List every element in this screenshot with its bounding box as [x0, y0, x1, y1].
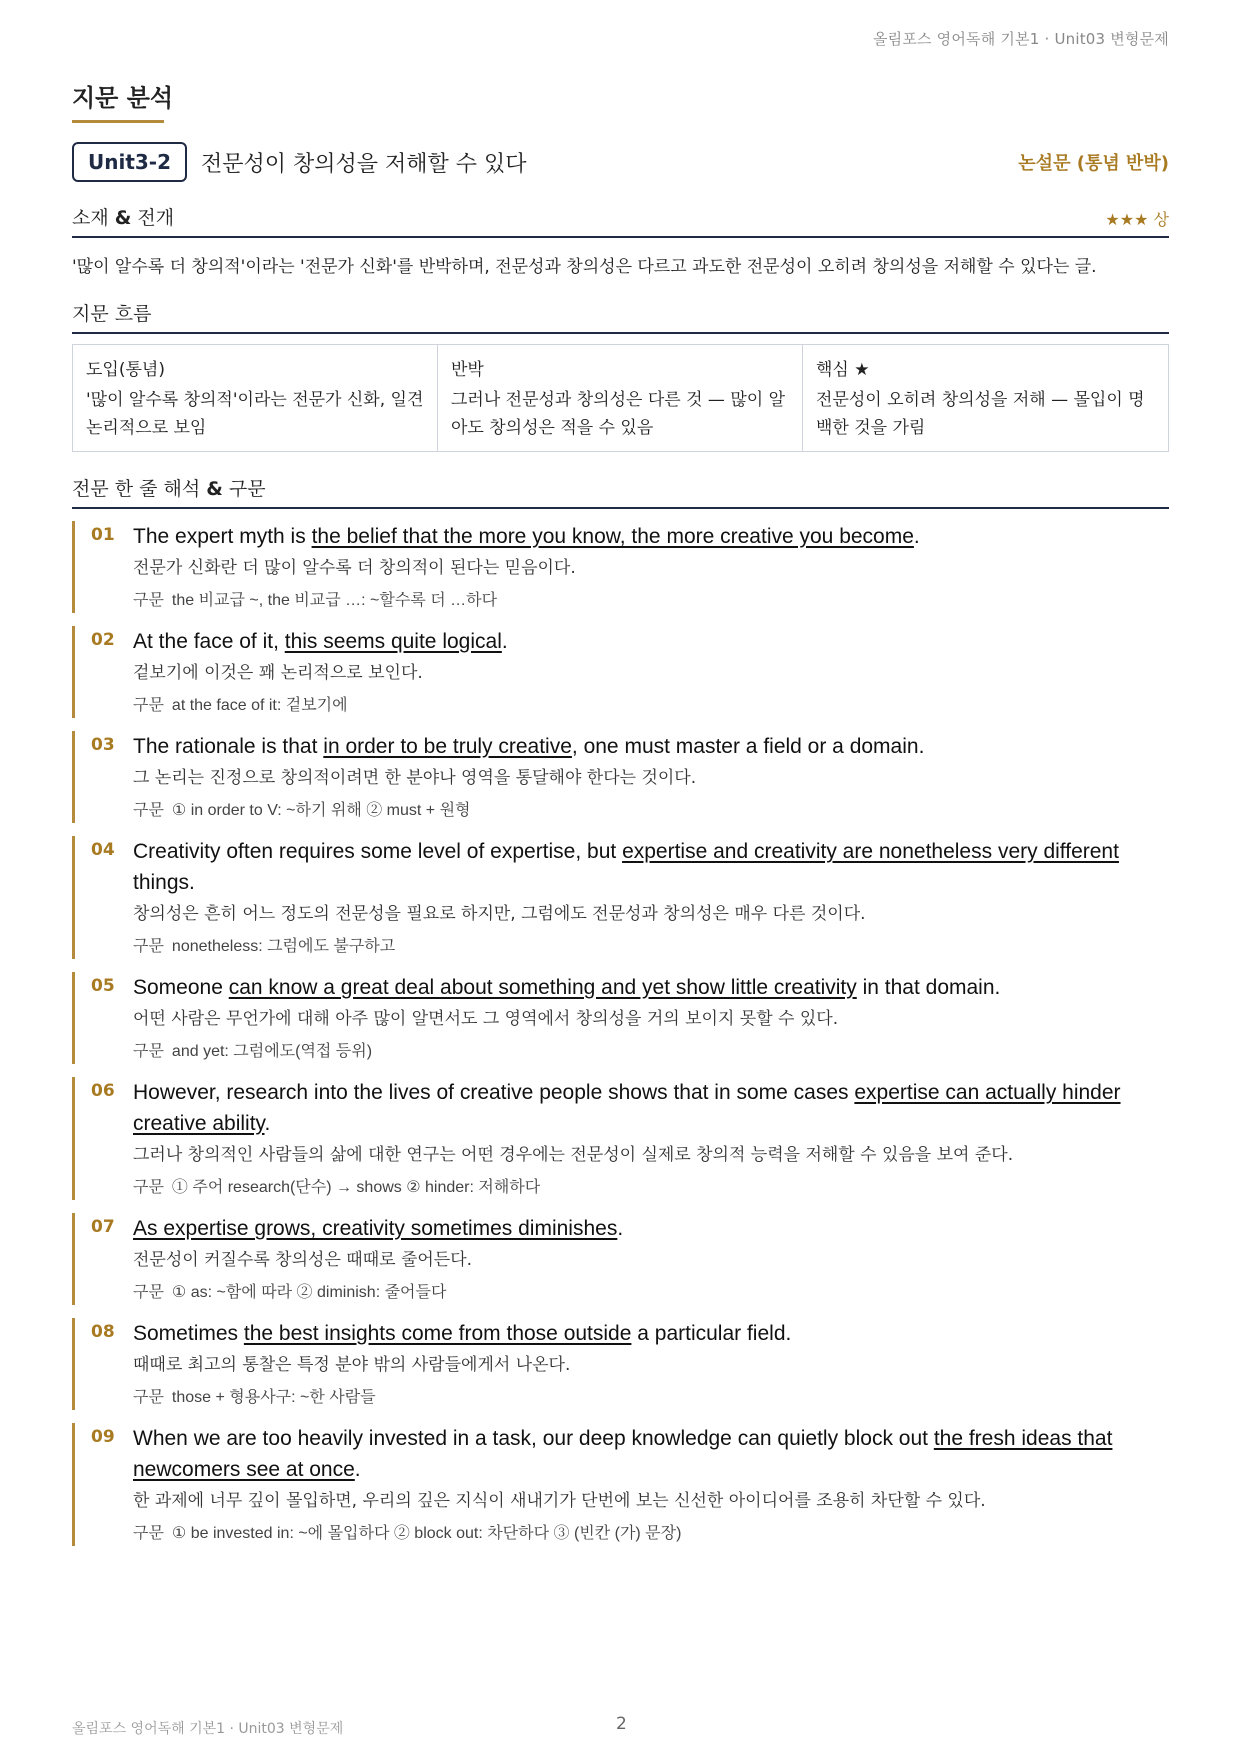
grammar-label: 구문 [133, 800, 164, 819]
topic-summary: '많이 알수록 더 창의적'이라는 '전문가 신화'를 반박하며, 전문성과 창의성은 다르고 과도한 전문성이 오히려 창의성을 저해할 수 있다는 글. [72, 257, 1097, 277]
sentence-korean: 그 논리는 진정으로 창의적이려면 한 분야나 영역을 통달해야 한다는 것이다. [133, 768, 697, 788]
sentence-item [72, 626, 1169, 718]
sentence-body [133, 731, 1169, 823]
sentence-korean: 한 과제에 너무 깊이 몰입하면, 우리의 깊은 지식이 새내기가 단번에 보는 신선한 아이디어를 조용히 차단할 수 있다. [133, 1491, 986, 1511]
sentence-grammar [133, 1174, 1169, 1200]
sentence-body [133, 1318, 1169, 1410]
analysis-heading-amp: & [206, 478, 223, 500]
sentence-number: 08 [91, 1322, 115, 1342]
sentence-item [72, 836, 1169, 959]
genre-label: 논설문 (통념 반박) [1018, 153, 1169, 174]
difficulty-rating: ★★★ 상 [1105, 210, 1169, 229]
sentence-number: 03 [91, 735, 115, 755]
sentence-english-post: . [913, 525, 920, 548]
sentence-grammar [133, 797, 1169, 823]
grammar-label: 구문 [133, 695, 164, 714]
sentence-english-underlined: the belief that the more you know, the more creative you become [311, 525, 914, 548]
sentence-english [133, 1077, 1169, 1139]
sentence-english-underlined: As expertise grows, creativity sometimes diminishes [133, 1217, 618, 1240]
sentence-body [133, 1213, 1169, 1305]
page-content [72, 78, 1169, 1559]
section-title: 지문 분석 [72, 78, 173, 123]
sentence-korean: 겉보기에 이것은 꽤 논리적으로 보인다. [133, 663, 423, 683]
topic-heading-b: 전개 [131, 207, 175, 229]
sentence-grammar [133, 1038, 1169, 1064]
sentence-korean: 때때로 최고의 통찰은 특정 분야 밖의 사람들에게서 나온다. [133, 1355, 571, 1375]
footer-text: 올림포스 영어독해 기본1 · Unit03 변형문제 [72, 1721, 344, 1737]
page-number: 2 [616, 1714, 627, 1734]
sentence-number: 09 [91, 1427, 115, 1447]
grammar-note: nonetheless: 그럼에도 불구하고 [171, 938, 396, 955]
sentence-english-pre: Creativity often requires some level of expertise, but [133, 840, 623, 863]
sentence-korean: 어떤 사람은 무언가에 대해 아주 많이 알면서도 그 영역에서 창의성을 거의 보이지 못할 수 있다. [133, 1009, 839, 1029]
grammar-note: ① 주어 research(단수) → shows ② hinder: 저해하다 [171, 1179, 541, 1196]
sentence-number: 06 [91, 1081, 115, 1101]
flow-table [72, 344, 1169, 452]
running-header: 올림포스 영어독해 기본1 · Unit03 변형문제 [872, 30, 1169, 48]
sentence-english-underlined: expertise can actually hinder creative ability [133, 1081, 1121, 1135]
sentence-english-pre: When we are too heavily invested in a task, our deep knowledge can quietly block out [133, 1427, 934, 1450]
sentence-item [72, 1318, 1169, 1410]
grammar-label: 구문 [133, 1177, 164, 1196]
grammar-label: 구문 [133, 590, 164, 609]
flow-cell [438, 345, 803, 451]
flow-cell-text: '많이 알수록 창의적'이라는 전문가 신화, 일견 논리적으로 보임 [86, 390, 424, 438]
sentence-grammar [133, 692, 1169, 718]
sentence-number: 01 [91, 525, 115, 545]
grammar-label: 구문 [133, 1523, 164, 1542]
sentence-number: 07 [91, 1217, 115, 1237]
sentence-english-underlined: can know a great deal about something and yet show little creativity [228, 976, 857, 999]
grammar-label: 구문 [133, 936, 164, 955]
sentence-english-post: things. [133, 871, 195, 894]
topic-heading-a: 소재 [72, 207, 115, 229]
sentence-english [133, 1213, 1169, 1244]
sentence-english-underlined: this seems quite logical [284, 630, 502, 653]
grammar-note: at the face of it: 겉보기에 [171, 697, 348, 714]
sentence-english-underlined: the fresh ideas that newcomers see at once [133, 1427, 1113, 1481]
sentence-grammar [133, 587, 1169, 613]
topic-heading [72, 203, 174, 230]
sentence-english-post: . [617, 1217, 624, 1240]
sentence-english-underlined: expertise and creativity are nonetheless very different [622, 840, 1119, 863]
topic-heading-amp: & [114, 207, 132, 229]
sentence-korean: 전문성이 커질수록 창의성은 때때로 줄어든다. [133, 1250, 473, 1270]
sentence-body [133, 1423, 1169, 1546]
grammar-label: 구문 [133, 1282, 164, 1301]
grammar-note: and yet: 그럼에도(역접 등위) [171, 1043, 373, 1060]
grammar-note: ① be invested in: ~에 몰입하다 ② block out: 차단하다 ③ (빈칸 (가) 문장) [171, 1525, 682, 1542]
grammar-note: ① as: ~함에 따라 ② diminish: 줄어들다 [171, 1284, 447, 1301]
sentence-english-pre: At the face of it, [133, 630, 285, 653]
sentence-body [133, 972, 1169, 1064]
grammar-note: the 비교급 ~, the 비교급 …: ~할수록 더 …하다 [171, 592, 498, 609]
sentence-body [133, 1077, 1169, 1200]
sentence-english-post: a particular field. [631, 1322, 792, 1345]
sentence-number: 05 [91, 976, 115, 996]
flow-cell-label: 반박 [451, 360, 484, 380]
flow-cell-text: 그러나 전문성과 창의성은 다른 것 — 많이 알아도 창의성은 적을 수 있음 [451, 390, 786, 438]
flow-cell [73, 345, 438, 451]
sentence-english [133, 1423, 1169, 1485]
sentence-english-pre: However, research into the lives of creative people shows that in some cases [133, 1081, 855, 1104]
sentence-list [72, 521, 1169, 1546]
flow-heading: 지문 흐름 [72, 303, 152, 325]
analysis-heading-a: 전문 한 줄 해석 [72, 478, 207, 500]
flow-cell-label: 도입(통념) [86, 360, 165, 380]
unit-row [72, 141, 1169, 183]
sentence-korean: 그러나 창의적인 사람들의 삶에 대한 연구는 어떤 경우에는 전문성이 실제로 창의적 능력을 저해할 수 있음을 보여 준다. [133, 1145, 1014, 1165]
sentence-body [133, 521, 1169, 613]
sentence-english-post: . [264, 1112, 271, 1135]
sentence-english-pre: The rationale is that [133, 735, 324, 758]
grammar-label: 구문 [133, 1041, 164, 1060]
grammar-note: those + 형용사구: ~한 사람들 [171, 1389, 376, 1406]
analysis-heading-row [72, 474, 1169, 509]
topic-heading-row [72, 203, 1169, 238]
sentence-body [133, 626, 1169, 718]
sentence-english [133, 626, 1169, 657]
sentence-english-post: in that domain. [856, 976, 1001, 999]
sentence-english-underlined: in order to be truly creative [323, 735, 572, 758]
sentence-item [72, 731, 1169, 823]
sentence-item [72, 1077, 1169, 1200]
flow-cell [803, 345, 1168, 451]
flow-heading-row [72, 299, 1169, 334]
sentence-english-post: . [501, 630, 508, 653]
sentence-item [72, 972, 1169, 1064]
sentence-english [133, 836, 1169, 898]
sentence-item [72, 1213, 1169, 1305]
unit-title: 전문성이 창의성을 저해할 수 있다 [201, 151, 527, 177]
sentence-item [72, 1423, 1169, 1546]
sentence-english-post: . [354, 1458, 361, 1481]
sentence-body [133, 836, 1169, 959]
sentence-number: 04 [91, 840, 115, 860]
sentence-grammar [133, 933, 1169, 959]
sentence-english-pre: The expert myth is [133, 525, 312, 548]
sentence-english-post: , one must master a field or a domain. [571, 735, 925, 758]
sentence-grammar [133, 1279, 1169, 1305]
unit-badge: Unit3-2 [72, 142, 187, 182]
analysis-heading [72, 474, 266, 501]
sentence-korean: 전문가 신화란 더 많이 알수록 더 창의적이 된다는 믿음이다. [133, 558, 576, 578]
sentence-item [72, 521, 1169, 613]
flow-cell-text: 전문성이 오히려 창의성을 저해 — 몰입이 명백한 것을 가림 [816, 390, 1145, 438]
sentence-number: 02 [91, 630, 115, 650]
grammar-note: ① in order to V: ~하기 위해 ② must + 원형 [171, 802, 471, 819]
flow-cell-label: 핵심 ★ [816, 360, 870, 380]
sentence-english [133, 521, 1169, 552]
sentence-korean: 창의성은 흔히 어느 정도의 전문성을 필요로 하지만, 그럼에도 전문성과 창의성은 매우 다른 것이다. [133, 904, 866, 924]
sentence-english [133, 972, 1169, 1003]
grammar-label: 구문 [133, 1387, 164, 1406]
analysis-heading-b: 구문 [222, 478, 266, 500]
sentence-english-underlined: the best insights come from those outside [243, 1322, 632, 1345]
sentence-english [133, 1318, 1169, 1349]
sentence-english-pre: Someone [133, 976, 229, 999]
sentence-grammar [133, 1520, 1169, 1546]
sentence-grammar [133, 1384, 1169, 1410]
sentence-english [133, 731, 1169, 762]
sentence-english-pre: Sometimes [133, 1322, 244, 1345]
